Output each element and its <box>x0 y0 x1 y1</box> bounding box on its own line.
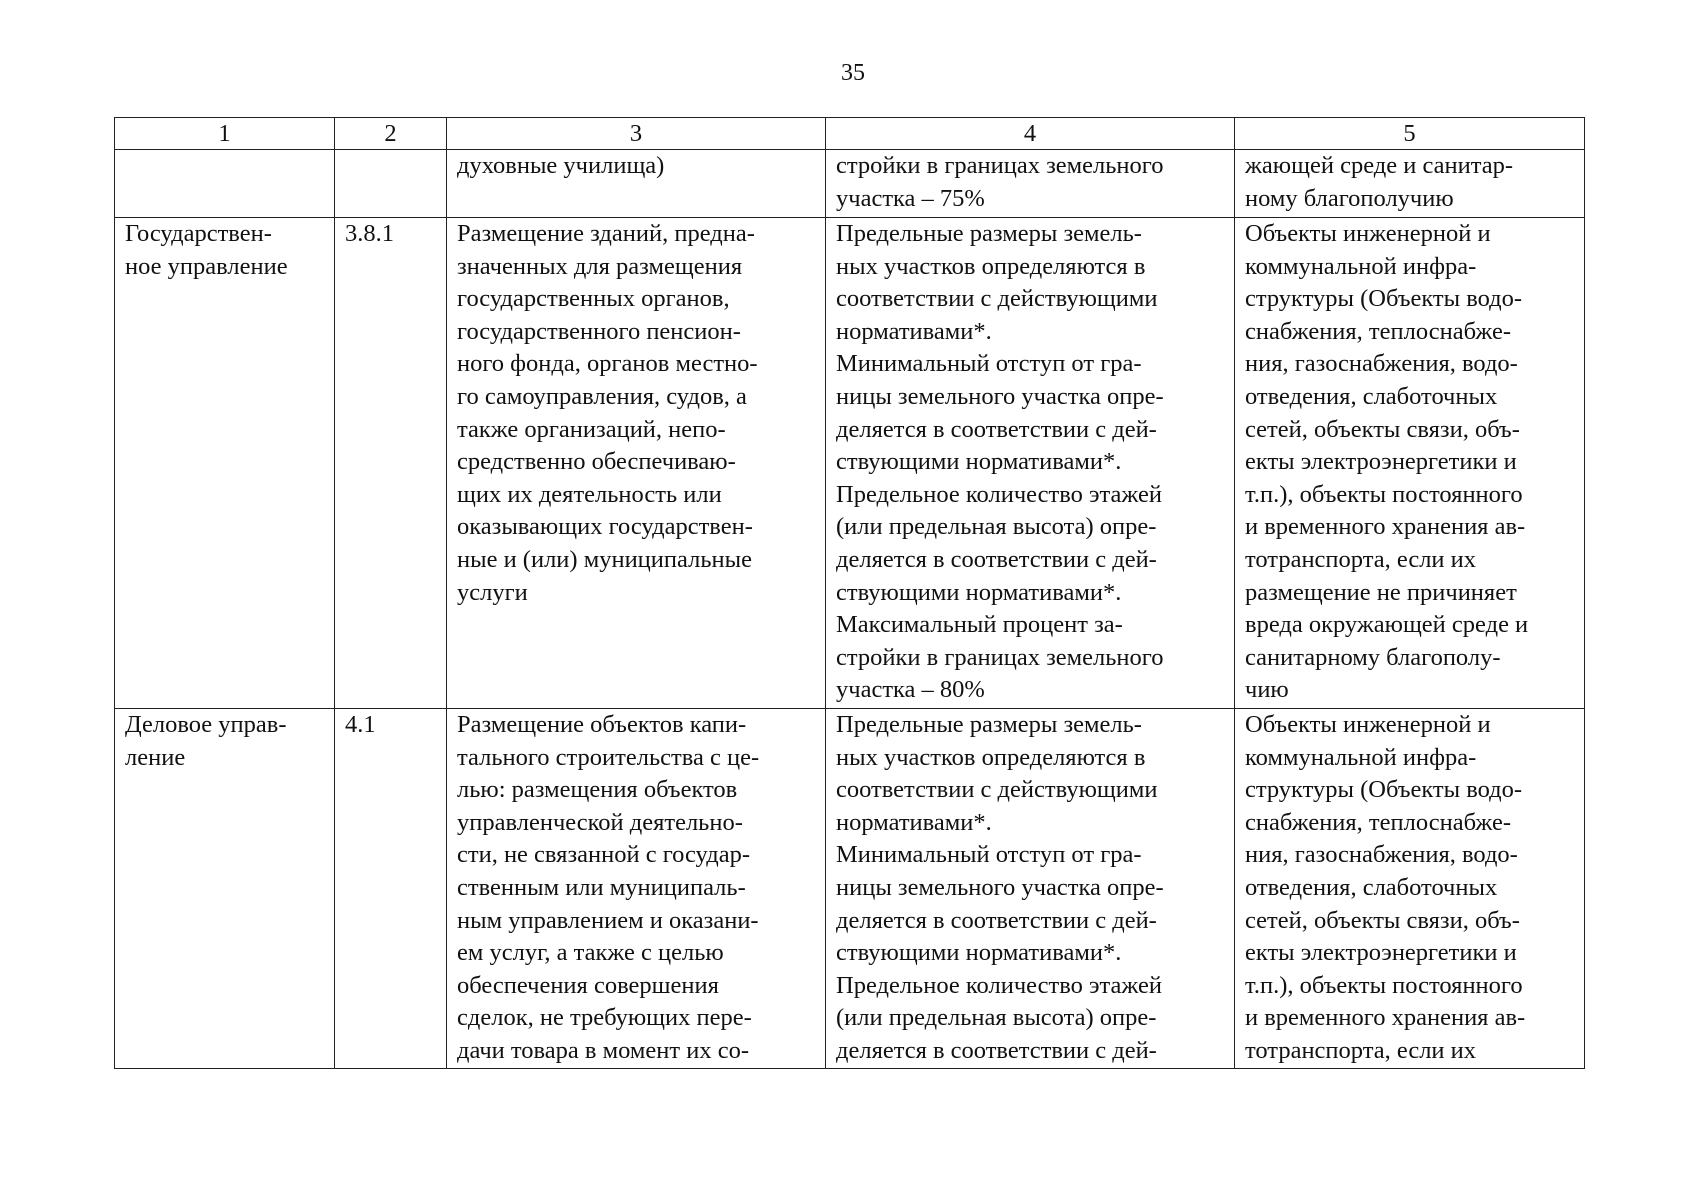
page-number: 35 <box>841 60 865 86</box>
column-number-5: 5 <box>1235 118 1585 150</box>
cell-text-line: (или предельная высота) опре- <box>836 1004 1157 1032</box>
cell-use-description <box>447 218 826 709</box>
cell-text-line: ницы земельного участка опре- <box>836 873 1164 901</box>
cell-text-line: лью: размещения объектов <box>457 776 738 804</box>
cell-text-line: ницы земельного участка опре- <box>836 382 1164 410</box>
column-number-2: 2 <box>335 118 447 150</box>
column-number-4: 4 <box>826 118 1235 150</box>
cell-use-name <box>115 218 335 709</box>
cell-use-code <box>335 218 447 709</box>
cell-text-line: щих их деятельность или <box>457 480 722 508</box>
cell-text-line: ным управлением и оказани- <box>457 906 759 934</box>
cell-auxiliary-uses <box>1235 709 1585 1069</box>
cell-text-line: Предельное количество этажей <box>836 971 1162 999</box>
cell-text-line: структуры (Объекты водо- <box>1245 285 1523 313</box>
table-row <box>115 709 1585 1069</box>
cell-text-line: соответствии с действующими <box>836 776 1158 804</box>
cell-text-line: сетей, объекты связи, объ- <box>1245 415 1520 443</box>
cell-text-line: отведения, слаботочных <box>1245 382 1498 410</box>
cell-text-line: размещение не причиняет <box>1245 578 1517 606</box>
cell-text-line: ление <box>125 743 186 771</box>
cell-text-line: Объекты инженерной и <box>1245 220 1491 247</box>
cell-use-name <box>115 150 335 218</box>
cell-text-line: деляется в соответствии с дей- <box>836 1036 1157 1064</box>
cell-text-line: тотранспорта, если их <box>1245 1036 1477 1064</box>
cell-text-line: коммунальной инфра- <box>1245 743 1477 771</box>
cell-text-line: Деловое управ- <box>125 711 287 738</box>
cell-text-line: средственно обеспечиваю- <box>457 448 736 476</box>
cell-parameters <box>826 218 1235 709</box>
table-row <box>115 218 1585 709</box>
cell-use-description <box>447 150 826 218</box>
cell-text-line: ное управление <box>125 252 288 280</box>
cell-text-line: сти, не связанной с государ- <box>457 841 751 869</box>
cell-text-line: т.п.), объекты постоянного <box>1245 480 1523 508</box>
cell-text-line: ного фонда, органов местно- <box>457 350 758 378</box>
cell-text-line: Размещение зданий, предна- <box>457 220 755 247</box>
cell-text-line: участка – 80% <box>836 676 985 704</box>
cell-text-line: Государствен- <box>125 220 272 247</box>
cell-text-line: государственного пенсион- <box>457 317 741 345</box>
column-number-1: 1 <box>115 118 335 150</box>
cell-use-code <box>335 150 447 218</box>
cell-use-description <box>447 709 826 1069</box>
cell-text-line: стройки в границах земельного <box>836 152 1164 179</box>
cell-text-line: стройки в границах земельного <box>836 643 1164 671</box>
cell-text-line: ных участков определяются в <box>836 252 1146 280</box>
cell-text-line: т.п.), объекты постоянного <box>1245 971 1523 999</box>
cell-text-line: ствующими нормативами*. <box>836 939 1122 967</box>
cell-text-line: ем услуг, а также с целью <box>457 939 724 967</box>
cell-text-line: Размещение объектов капи- <box>457 711 747 738</box>
cell-text-line: деляется в соответствии с дей- <box>836 906 1157 934</box>
cell-parameters <box>826 709 1235 1069</box>
cell-text-line: значенных для размещения <box>457 252 743 280</box>
table-row <box>115 150 1585 218</box>
cell-use-name <box>115 709 335 1069</box>
cell-text-line: чию <box>1245 676 1289 704</box>
cell-text-line: ные и (или) муниципальные <box>457 545 752 573</box>
cell-text-line: сделок, не требующих пере- <box>457 1004 752 1032</box>
column-number-3: 3 <box>447 118 826 150</box>
cell-text-line: структуры (Объекты водо- <box>1245 776 1523 804</box>
cell-text-line: деляется в соответствии с дей- <box>836 415 1157 443</box>
cell-text-line: ствующими нормативами*. <box>836 448 1122 476</box>
cell-text-line: жающей среде и санитар- <box>1245 152 1514 179</box>
cell-text-line: нормативами*. <box>836 317 992 345</box>
cell-text-line: (или предельная высота) опре- <box>836 513 1157 541</box>
cell-text-line: ния, газоснабжения, водо- <box>1245 841 1518 869</box>
zoning-table <box>114 117 1585 1069</box>
cell-text-line: обеспечения совершения <box>457 971 719 999</box>
cell-text-line: участка – 75% <box>836 184 985 212</box>
cell-use-code <box>335 709 447 1069</box>
cell-text-line: деляется в соответствии с дей- <box>836 545 1157 573</box>
cell-text-line: отведения, слаботочных <box>1245 873 1498 901</box>
cell-text-line: екты электроэнергетики и <box>1245 939 1517 967</box>
cell-text-line: ному благополучию <box>1245 184 1454 212</box>
cell-auxiliary-uses <box>1235 150 1585 218</box>
cell-text-line: Предельные размеры земель- <box>836 220 1142 247</box>
cell-text-line: Предельное количество этажей <box>836 480 1162 508</box>
cell-text-line: государственных органов, <box>457 285 730 313</box>
cell-text-line: нормативами*. <box>836 808 992 836</box>
cell-text-line: Минимальный отступ от гра- <box>836 350 1142 378</box>
table-header-row <box>115 118 1585 150</box>
cell-text-line: Минимальный отступ от гра- <box>836 841 1142 869</box>
cell-text-line: снабжения, теплоснабже- <box>1245 808 1512 836</box>
cell-text-line: тального строительства с це- <box>457 743 760 771</box>
cell-text-line: и временного хранения ав- <box>1245 1004 1526 1032</box>
cell-text-line: ных участков определяются в <box>836 743 1146 771</box>
cell-text-line: коммунальной инфра- <box>1245 252 1477 280</box>
cell-text-line: санитарному благополу- <box>1245 643 1501 671</box>
cell-text-line: 4.1 <box>345 711 376 738</box>
cell-text-line: Предельные размеры земель- <box>836 711 1142 738</box>
cell-text-line: ственным или муниципаль- <box>457 873 746 901</box>
cell-text-line: сетей, объекты связи, объ- <box>1245 906 1520 934</box>
cell-parameters <box>826 150 1235 218</box>
cell-text-line: ствующими нормативами*. <box>836 578 1122 606</box>
cell-auxiliary-uses <box>1235 218 1585 709</box>
cell-text-line: дачи товара в момент их со- <box>457 1036 749 1064</box>
cell-text-line: Объекты инженерной и <box>1245 711 1491 738</box>
cell-text-line: ния, газоснабжения, водо- <box>1245 350 1518 378</box>
cell-text-line: 3.8.1 <box>345 220 394 247</box>
cell-text-line: екты электроэнергетики и <box>1245 448 1517 476</box>
cell-text-line: го самоуправления, судов, а <box>457 382 747 410</box>
cell-text-line: управленческой деятельно- <box>457 808 743 836</box>
cell-text-line: и временного хранения ав- <box>1245 513 1526 541</box>
cell-text-line: снабжения, теплоснабже- <box>1245 317 1512 345</box>
cell-text-line: Максимальный процент за- <box>836 611 1123 639</box>
cell-text-line: оказывающих государствен- <box>457 513 753 541</box>
cell-text-line: также организаций, непо- <box>457 415 726 443</box>
cell-text-line: тотранспорта, если их <box>1245 545 1477 573</box>
cell-text-line: духовные училища) <box>457 152 665 179</box>
cell-text-line: вреда окружающей среде и <box>1245 611 1529 639</box>
cell-text-line: соответствии с действующими <box>836 285 1158 313</box>
cell-text-line: услуги <box>457 578 528 606</box>
